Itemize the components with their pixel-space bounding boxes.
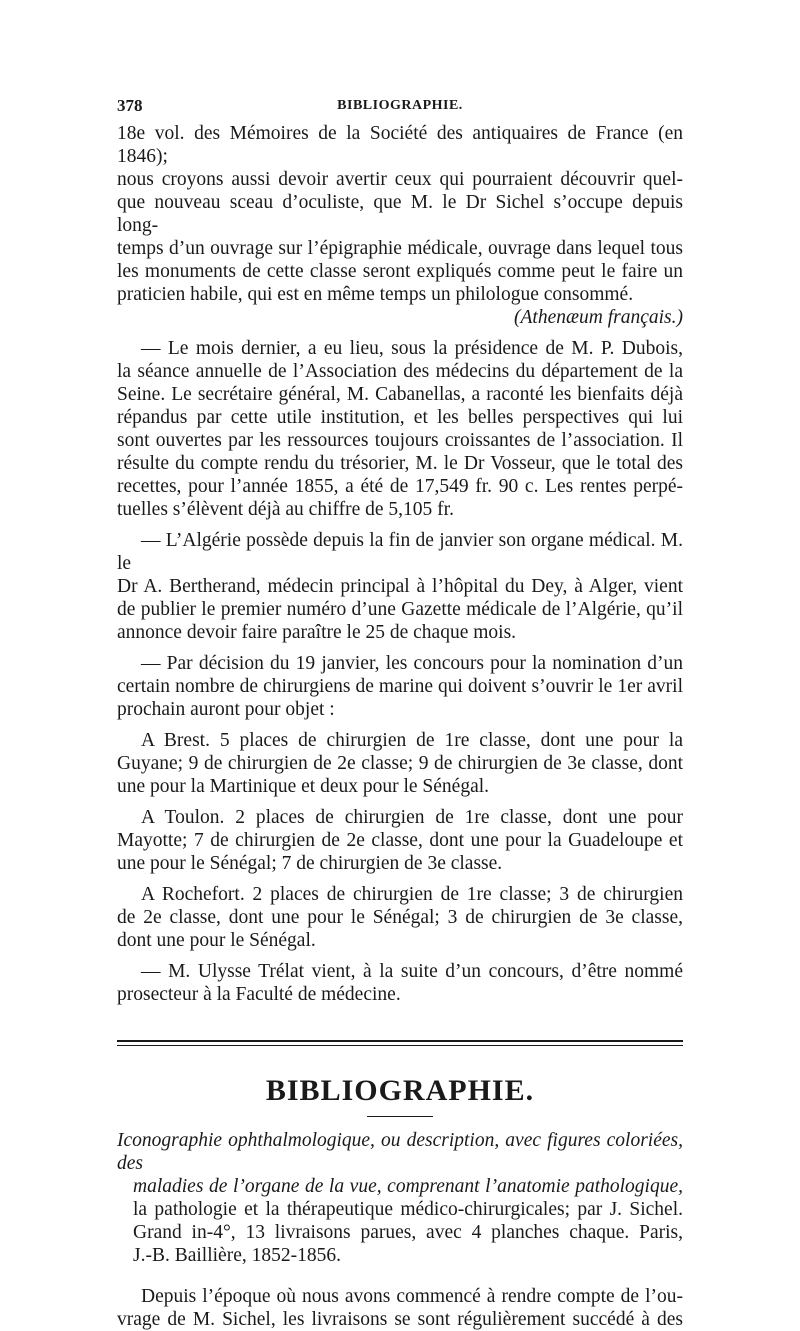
text-line: Guyane; 9 de chirurgien de 2e classe; 9 de chirurgien de 3e classe, dont xyxy=(117,753,683,774)
paragraph-trelat xyxy=(117,960,683,1006)
text-line: tuelles s’élèvent déjà au chiffre de 5,105 fr. xyxy=(117,499,454,520)
entry-line: Iconographie ophthalmologique, ou description, avec figures coloriées, des xyxy=(117,1130,683,1174)
paragraph-concours xyxy=(117,652,683,721)
text-line: — M. Ulysse Trélat vient, à la suite d’un concours, d’être nommé xyxy=(141,961,683,982)
text-line: répandus par cette utile institution, et les belles perspectives qui lui xyxy=(117,407,683,428)
text-line: Dr A. Bertherand, médecin principal à l’hôpital du Dey, à Alger, vient xyxy=(117,576,683,597)
text-line: une pour le Sénégal; 7 de chirurgien de 3e classe. xyxy=(117,853,503,874)
paragraph-association xyxy=(117,337,683,521)
running-head xyxy=(117,96,683,122)
paragraph-toulon xyxy=(117,806,683,875)
title-underline xyxy=(367,1116,433,1117)
text-line: — Par décision du 19 janvier, les concours pour la nomination d’un xyxy=(141,653,683,674)
entry-line: maladies de l’organe de la vue, comprenant l’anatomie pathologique, xyxy=(133,1176,683,1197)
entry-line: la pathologie et la thérapeutique médico-chirurgicales; par J. Sichel. xyxy=(133,1199,683,1220)
text-line: que nouveau sceau d’oculiste, que M. le Dr Sichel s’occupe depuis long- xyxy=(117,192,683,236)
text-line: de 2e classe, dont une pour le Sénégal; 3 de chirurgien de 3e classe, xyxy=(117,907,683,928)
paragraph-brest xyxy=(117,729,683,798)
text-line: A Rochefort. 2 places de chirurgien de 1re classe; 3 de chirurgien xyxy=(141,884,683,905)
text-line: Mayotte; 7 de chirurgien de 2e classe, dont une pour la Guadeloupe et xyxy=(117,830,683,851)
text-line: résulte du compte rendu du trésorier, M. le Dr Vosseur, que le total des xyxy=(117,453,683,474)
text-line: A Brest. 5 places de chirurgien de 1re classe, dont une pour la xyxy=(141,730,683,751)
text-line: 18e vol. des Mémoires de la Société des antiquaires de France (en 1846); xyxy=(117,123,683,167)
text-line: Seine. Le secrétaire général, M. Cabanellas, a raconté les bienfaits déjà xyxy=(117,384,683,405)
text-line: la séance annuelle de l’Association des médecins du département de la xyxy=(117,361,683,382)
text-line: sont ouvertes par les ressources toujours croissantes de l’association. Il xyxy=(117,430,683,451)
text-line: annonce devoir faire paraître le 25 de chaque mois. xyxy=(117,622,517,643)
paragraph-review xyxy=(117,1285,683,1331)
text-line: A Toulon. 2 places de chirurgien de 1re classe, dont une pour xyxy=(141,807,683,828)
text-line: — Le mois dernier, a eu lieu, sous la présidence de M. P. Dubois, xyxy=(141,338,683,359)
text-line: praticien habile, qui est en même temps un philologue consommé. xyxy=(117,284,634,305)
paragraph-sichel-seal xyxy=(117,122,683,329)
entry-line: J.-B. Baillière, 1852-1856. xyxy=(133,1245,341,1266)
text-line: recettes, pour l’année 1855, a été de 17,549 fr. 90 c. Les rentes perpé- xyxy=(117,476,683,497)
text-line: les monuments de cette classe seront expliqués comme peut le faire un xyxy=(117,261,683,282)
paragraph-rochefort xyxy=(117,883,683,952)
source-attribution: (Athenæum français.) xyxy=(514,307,683,328)
text-line: certain nombre de chirurgiens de marine qui doivent s’ouvrir le 1er avril xyxy=(117,676,683,697)
text-line: prosecteur à la Faculté de médecine. xyxy=(117,984,401,1005)
text-line: dont une pour le Sénégal. xyxy=(117,930,316,951)
text-line: de publier le premier numéro d’une Gazette médicale de l’Algérie, qu’il xyxy=(117,599,683,620)
text-line: — L’Algérie possède depuis la fin de janvier son organe médical. M. le xyxy=(117,530,683,574)
text-line: Depuis l’époque où nous avons commencé à rendre compte de l’ou- xyxy=(141,1286,683,1307)
bibliography-entry xyxy=(117,1129,683,1267)
text-line: vrage de M. Sichel, les livraisons se sont régulièrement succédé à des xyxy=(117,1309,683,1330)
section-title: BIBLIOGRAPHIE. xyxy=(265,1074,535,1107)
running-title: BIBLIOGRAPHIE. xyxy=(337,98,463,113)
book-page xyxy=(117,96,683,1331)
text-line: prochain auront pour objet : xyxy=(117,699,335,720)
paragraph-algerie xyxy=(117,529,683,644)
entry-line: Grand in-4°, 13 livraisons parues, avec 4 planches chaque. Paris, xyxy=(133,1222,683,1243)
page-number: 378 xyxy=(117,96,143,115)
text-line: une pour la Martinique et deux pour le Sénégal. xyxy=(117,776,490,797)
text-line: temps d’un ouvrage sur l’épigraphie médicale, ouvrage dans lequel tous xyxy=(117,238,683,259)
section-divider xyxy=(117,1040,683,1046)
text-line: nous croyons aussi devoir avertir ceux qui pourraient découvrir quel- xyxy=(117,169,683,190)
